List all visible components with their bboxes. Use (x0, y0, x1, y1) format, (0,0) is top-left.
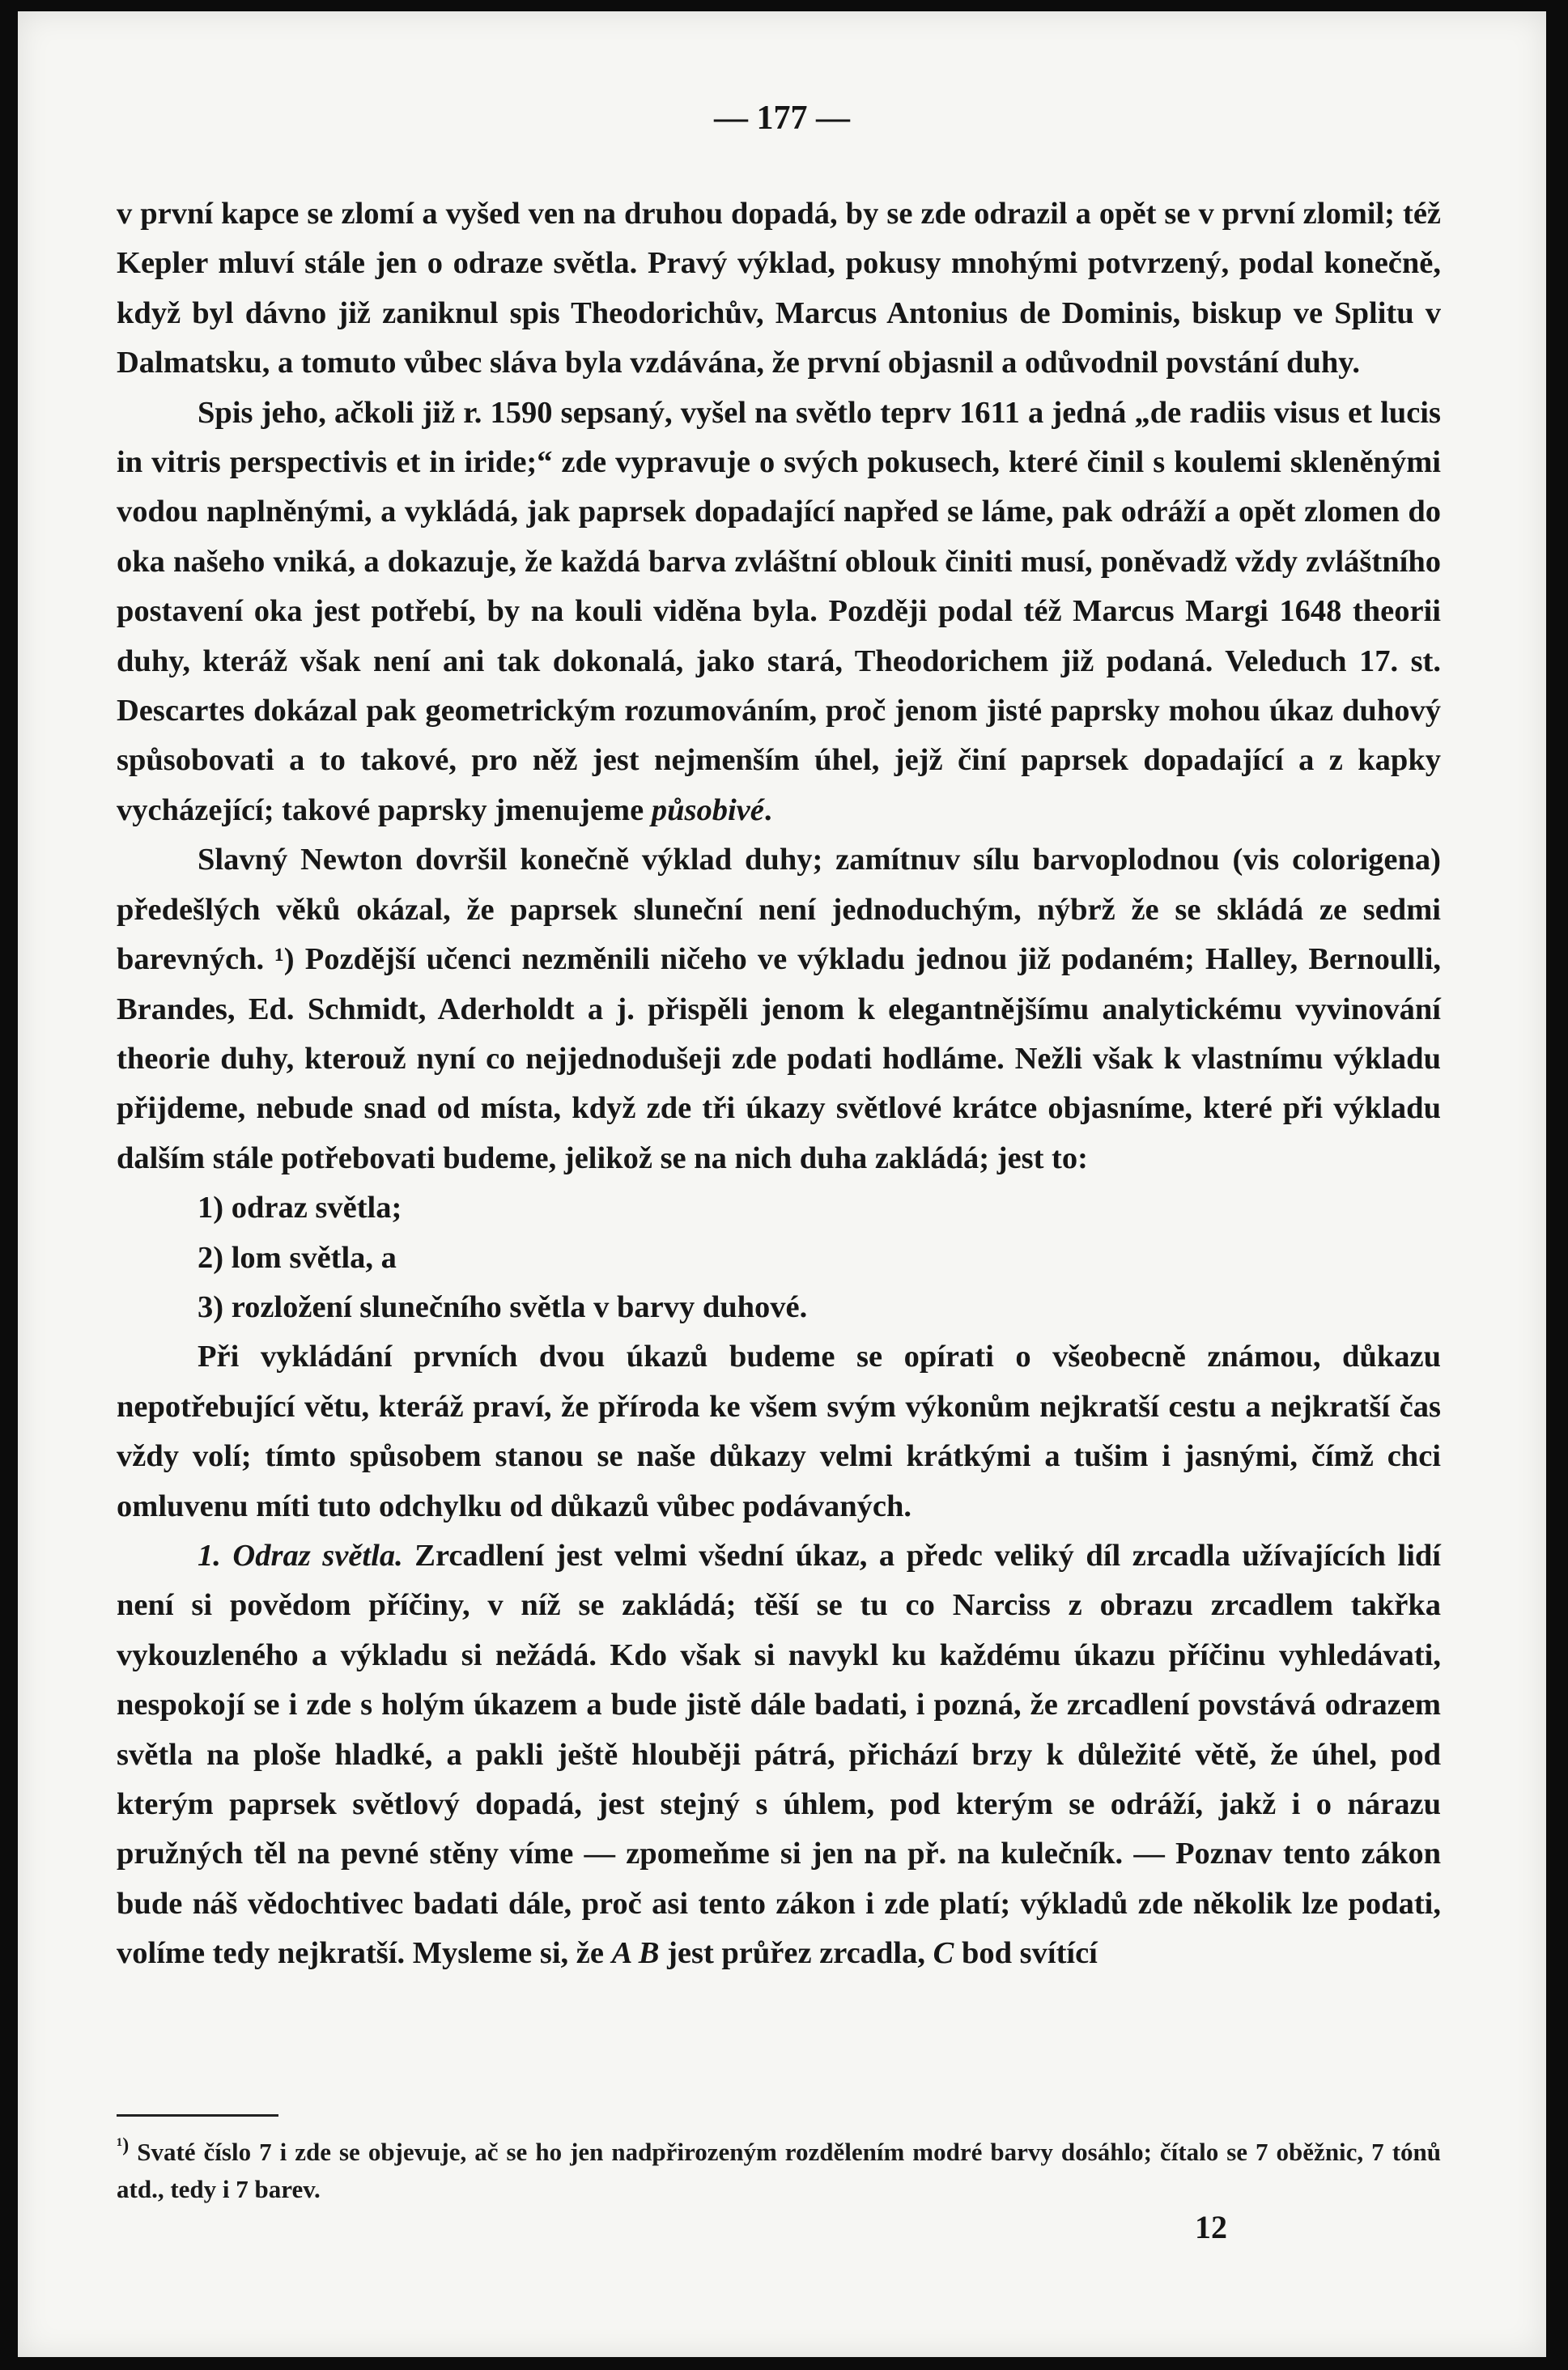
list-item: 2) lom světla, a (198, 1240, 397, 1275)
section-end: bod svítící (961, 1936, 1098, 1971)
book-page (18, 11, 1546, 2357)
list-item: 1) odraz světla; (198, 1191, 402, 1225)
footnote-rule (117, 2114, 278, 2117)
section-text: Zrcadlení jest velmi všední úkaz, a předc veliký díl zrcadla užívajících lidí není si povědom příčiny, v níž se zakládá; těší se tu co Narciss z obrazu zrcadlem takřka vykouzleného a výkladu si nežádá. Kdo však si navykl ku každému úkazu příčinu vyhledávati, nespokojí se i zde s holým úkazem a bude jistě dále badati, i pozná, že zrcadlení povstává odrazem světla na ploše hladké, a pakli ještě hlouběji pátrá, přichází brzy k důležité větě, že úhel, pod kterým paprsek světlový dopadá, jest stejný s úhlem, pod kterým se odráží, jakž i o nárazu pružných těl na pevné stěny víme — zpomeňme si jen na př. na kulečník. — Poznav tento zákon bude náš vědochtivec badati dále, proč asi tento zákon i zde platí; výkladů zde několik lze podati, volíme tedy nejkratší. Mysleme si, že (117, 1538, 1441, 1971)
body-text (117, 189, 1441, 1979)
section-heading: 1. Odraz světla. (198, 1538, 403, 1573)
paragraph-tail: Pozdější učenci nezměnili ničeho ve výkladu jednou již podaném; Halley, Bernoulli, Brandes, Ed. Schmidt, Aderholdt a j. přispěli jenom k elegantnějšímu analytickému vyvinování theorie duhy, kterouž nyní co nejjednodušeji zde podati hodláme. Nežli však k vlastnímu výkladu přijdeme, nebude snad od místa, když zde tři úkazy světlové krátce objasníme, které při výkladu dalším stále potřebovati budeme, jelikož se na nich duha zakládá; jest to: (117, 942, 1442, 1175)
paragraph-newton (117, 835, 1441, 1183)
section-odraz-svetla (117, 1531, 1441, 1979)
footnote-mark: ¹) (117, 2134, 130, 2156)
footnote (117, 2134, 1441, 2208)
italic-c: C (933, 1936, 954, 1971)
signature-mark: 12 (1195, 2209, 1227, 2245)
section-mid: jest průřez zrcadla, (667, 1936, 926, 1971)
paragraph-after-list: Při vykládání prvních dvou úkazů budeme se opírati o všeobecně známou, důkazu nepotřebující větu, kteráž praví, že příroda ke všem svým výkonům nejkratší cestu a nejkratší čas vždy volí; tímto spůsobem stanou se naše důkazy velmi krátkými a tušim i jasnými, čímž chci omluvenu míti tuto odchylku od důkazů vůbec podávaných. (117, 1340, 1441, 1523)
paragraph-continuation: v první kapce se zlomí a vyšed ven na druhou dopadá, by se zde odrazil a opět se v první zlomil; též Kepler mluví stále jen o odraze světla. Pravý výklad, pokusy mnohými potvrzený, podal konečně, když byl dávno již zaniknul spis Theodorichův, Marcus Antonius de Dominis, biskup ve Splitu v Dalmatsku, a tomuto vůbec sláva byla vzdávána, že první objasnil a odůvodnil povstání duhy. (117, 197, 1441, 380)
italic-term: působivé (651, 792, 764, 827)
list-item: 3) rozložení slunečního světla v barvy duhové. (198, 1289, 808, 1324)
footnote-ref: ¹) (274, 942, 295, 977)
footnote-text: Svaté číslo 7 i zde se objevuje, ač se ho jen nadpřirozeným rozdělením modré barvy dosáhlo; čítalo se 7 oběžnic, 7 tónů atd., tedy i 7 barev. (117, 2138, 1441, 2203)
paragraph-text: Spis jeho, ačkoli již r. 1590 sepsaný, vyšel na světlo teprv 1611 a jedná „de radiis visus et lucis in vitris perspectivis et in iride;“ zde vypravuje o svých pokusech, které činil s koulemi skleněnými vodou naplněnými, a vykládá, jak paprsek dopadající napřed se láme, pak odráží a opět zlomen do oka našeho vniká, a dokazuje, že každá barva zvláštní oblouk činiti musí, poněvadž vždy zvláštního postavení oka jest potřebí, by na kouli viděna byla. Později podal též Marcus Margi 1648 theorii duhy, kteráž však není ani tak dokonalá, jako stará, Theodorichem již podaná. Veleduch 17. st. Descartes dokázal pak geometrickým rozumováním, proč jenom jisté paprsky mohou úkaz duhový spůsobovati a to takové, pro něž jest nejmenším úhel, jejž činí paprsek dopadající a z kapky vycházející; takové paprsky jmenujeme (117, 395, 1441, 827)
italic-ab: A B (611, 1936, 660, 1971)
paragraph-text: Slavný Newton dovršil konečně výklad duhy; zamítnuv sílu barvoplodnou (vis colorigena) předešlých věků okázal, že paprsek sluneční není jednoduchým, nýbrž že se skládá ze sedmi barevných. (117, 843, 1441, 977)
paragraph-de-dominis (117, 389, 1441, 836)
page-number: — 177 — (714, 100, 850, 137)
paragraph-tail: . (763, 792, 772, 827)
